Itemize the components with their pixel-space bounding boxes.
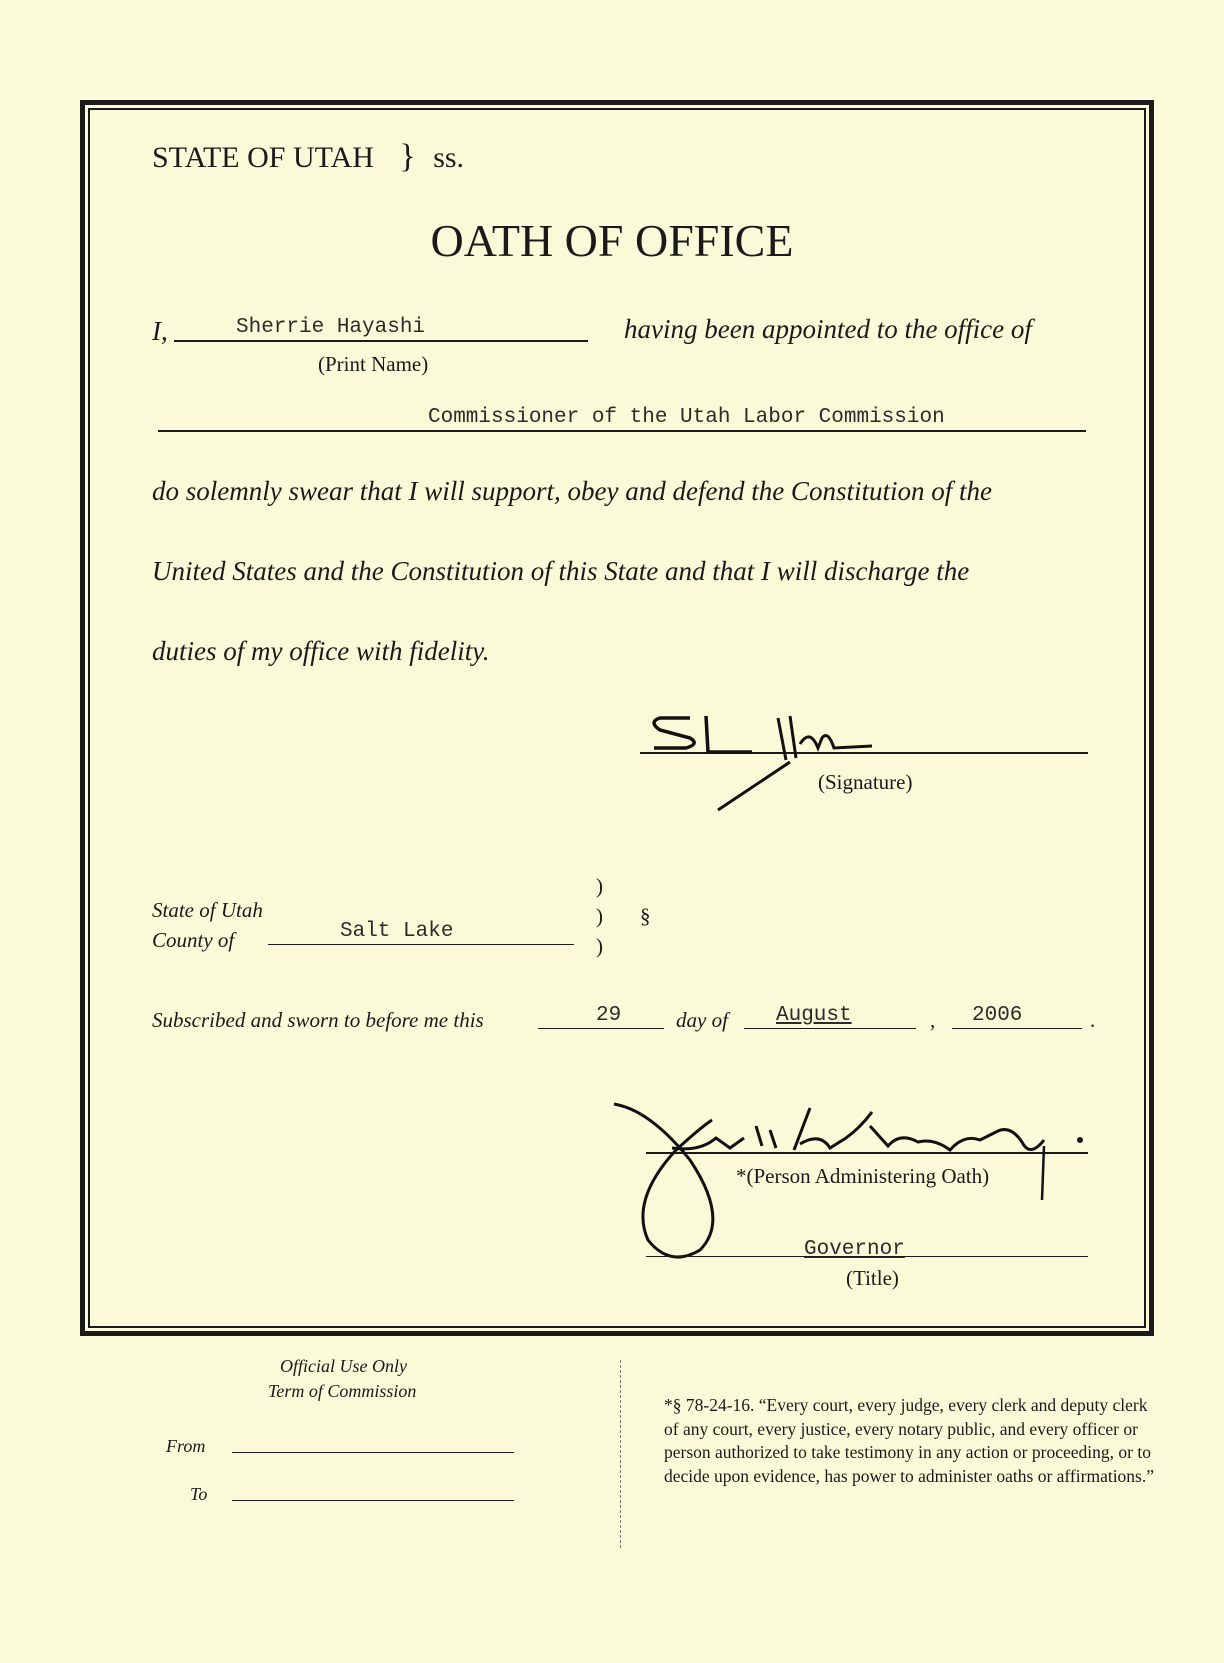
venue-paren-1: ) — [596, 874, 603, 898]
venue-state-label: State of Utah — [152, 898, 263, 922]
subscribed-month: August — [776, 1004, 852, 1027]
administrator-caption: *(Person Administering Oath) — [736, 1164, 990, 1188]
from-label: From — [166, 1436, 206, 1456]
venue-ss: ss. — [433, 141, 465, 174]
page-title: OATH OF OFFICE — [430, 215, 794, 266]
administrator-title-value: Governor — [804, 1238, 905, 1261]
venue-paren-2: ) — [596, 904, 603, 928]
subscribed-day: 29 — [596, 1004, 622, 1027]
appointed-text: having been appointed to the office of — [624, 314, 1032, 344]
subscribed-day-of: day of — [676, 1008, 728, 1032]
oath-line-2: United States and the Constitution of this State and that I will discharge the — [152, 556, 970, 586]
venue-brace: } — [399, 138, 416, 175]
subscribed-year: 2006 — [972, 1004, 1023, 1027]
official-use-heading: Official Use Only — [280, 1356, 407, 1376]
subscribed-period: . — [1090, 1008, 1096, 1032]
venue-state: STATE OF UTAH — [152, 141, 374, 174]
signature-caption: (Signature) — [818, 770, 913, 794]
appointee-prefix: I, — [152, 316, 168, 346]
from-line — [232, 1452, 514, 1453]
title-line — [646, 1256, 1088, 1257]
to-label: To — [190, 1484, 208, 1504]
office-value: Commissioner of the Utah Labor Commission — [428, 406, 945, 429]
oath-line-3: duties of my office with fidelity. — [152, 636, 490, 666]
venue-county-label: County of — [152, 928, 235, 952]
oath-line-1: do solemnly swear that I will support, obey and defend the Constitution of the — [152, 476, 992, 506]
section-symbol: § — [640, 904, 651, 928]
subscribed-prefix: Subscribed and sworn to before me this — [152, 1008, 484, 1032]
county-value: Salt Lake — [340, 920, 454, 943]
appointee-name: Sherrie Hayashi — [236, 316, 426, 339]
official-use-subheading: Term of Commission — [268, 1381, 417, 1401]
venue-paren-3: ) — [596, 934, 603, 958]
to-line — [232, 1500, 514, 1501]
subscribed-comma: , — [930, 1008, 936, 1032]
section-divider — [620, 1360, 621, 1548]
statute-footnote: *§ 78-24-16. “Every court, every judge, every clerk and deputy clerk of any court, every justice, every notary public, and every officer or person authorized to take testimony in any action or proceeding, or to decide upon evidence, has power to administer oaths or affirmations.” — [664, 1395, 1155, 1486]
name-caption: (Print Name) — [318, 352, 429, 376]
title-caption: (Title) — [846, 1266, 899, 1290]
